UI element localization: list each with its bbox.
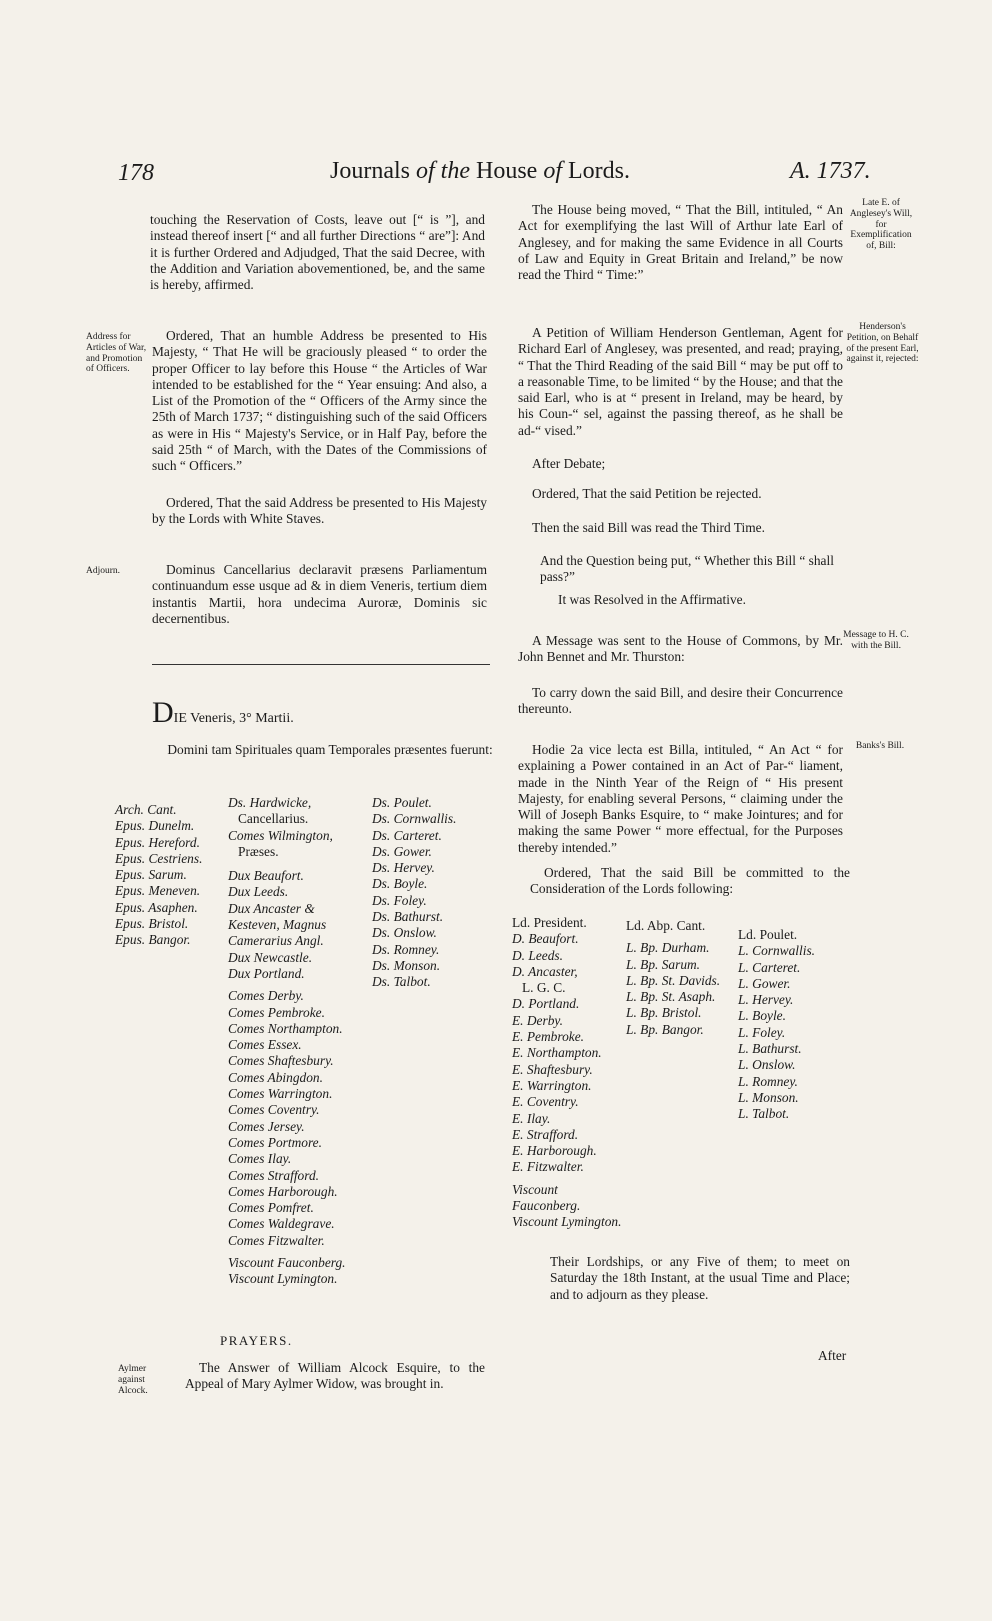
committee-entry: E. Coventry. xyxy=(512,1094,579,1110)
committee-entry: E. Strafford. xyxy=(512,1126,579,1142)
left-para-white-staves: Ordered, That the said Address be presented to His Majesty by the Lords with White Staves. xyxy=(152,495,487,527)
committee-entry: D. Leeds. xyxy=(512,947,563,963)
margin-henderson-note: Henderson's Petition, on Behalf of the present Earl, against it, rejected: xyxy=(846,322,919,365)
committee-entry: E. Fitzwalter. xyxy=(512,1159,584,1175)
attendance-entry: Comes Jersey. xyxy=(228,1118,305,1134)
attendance-entry: Dux Ancaster & Kesteven, Magnus Camerarius Angl. xyxy=(228,900,327,949)
committee-entry: Ld. Abp. Cant. xyxy=(626,918,706,933)
committee-entry: L. Cornwallis. xyxy=(738,943,816,959)
attendance-entry: Ds. Cornwallis. xyxy=(372,811,457,827)
committee-entry: L. Romney. xyxy=(738,1073,798,1089)
attendance-entry: Dux Beaufort. xyxy=(228,868,304,884)
committee-entry: E. Shaftesbury. xyxy=(512,1061,593,1077)
attendance-entry: Comes Northampton. xyxy=(228,1020,343,1036)
attendance-entry: Comes Ilay. xyxy=(228,1151,292,1167)
committee-col-temporal xyxy=(512,915,624,1231)
committee-entry: E. Warrington. xyxy=(512,1077,592,1093)
committee-entry: L. Bp. Bristol. xyxy=(626,1005,702,1021)
right-message: A Message was sent to the House of Commons, by Mr. John Bennet and Mr. Thurston: xyxy=(518,633,843,665)
committee-entry: L. Hervey. xyxy=(738,992,794,1008)
page-year: A. 1737. xyxy=(790,158,871,184)
margin-message-note: Message to H. C. with the Bill. xyxy=(843,630,909,651)
attendance-entry: Ds. Romney. xyxy=(372,941,440,957)
committee-entry: L. Boyle. xyxy=(738,1008,786,1024)
left-para-answer: The Answer of William Alcock Esquire, to the Appeal of Mary Aylmer Widow, was brought in. xyxy=(185,1360,485,1392)
right-para-anglesey-bill: The House being moved, “ That the Bill, intituled, “ An Act for exemplifying the last Will of Arthur late Earl of Anglesey, and for making the same Evidence in all Courts of Law and Equity in Great Britain and Ireland,” be now read the Third “ Time:” xyxy=(518,202,843,283)
attendance-entry: Epus. Cestriens. xyxy=(115,850,203,866)
attendance-entry: Dux Leeds. xyxy=(228,884,289,900)
committee-entry: L. Monson. xyxy=(738,1089,799,1105)
attendance-entry: Comes Essex. xyxy=(228,1037,302,1053)
attendance-entry: Comes Warrington. xyxy=(228,1086,333,1102)
margin-aylmer-note: Aylmer against Alcock. xyxy=(118,1364,148,1396)
attendance-entry: Viscount Fauconberg. xyxy=(228,1255,346,1271)
attendance-entry: Epus. Bangor. xyxy=(115,932,191,948)
margin-adjourn-note: Adjourn. xyxy=(86,566,121,576)
right-question: And the Question being put, “ Whether this Bill “ shall pass?” xyxy=(540,553,834,585)
attendance-entry: Ds. Talbot. xyxy=(372,974,431,990)
right-lordships: Their Lordships, or any Five of them; to meet on Saturday the 18th Instant, at the usual Time and Place; and to adjourn as they please. xyxy=(550,1254,850,1302)
committee-entry: D. Ancaster, xyxy=(512,963,578,979)
attendance-entry: Comes Derby. xyxy=(228,988,304,1004)
committee-entry: L. Talbot. xyxy=(738,1106,790,1122)
committee-entry: E. Harborough. xyxy=(512,1143,597,1159)
attendance-entry: Cancellarius. xyxy=(238,811,309,827)
attendance-entry: Epus. Sarum. xyxy=(115,867,187,883)
committee-entry: Viscount Fauconberg. xyxy=(512,1181,581,1214)
left-para-decree: touching the Reservation of Costs, leave out [“ is ”], and instead thereof insert [“ and all further Directions “ are”]: And it is further Ordered and Adjudged, That the said Decree, with the Addition and Variation abovementioned, be, and the same is hereby, affirmed. xyxy=(150,212,485,293)
domini-heading: Domini tam Spirituales quam Temporales præsentes fuerunt: xyxy=(167,742,493,757)
attendance-col-bishops xyxy=(115,802,225,949)
committee-entry: L. Bp. Sarum. xyxy=(626,956,701,972)
attendance-entry: Comes Fitzwalter. xyxy=(228,1232,325,1248)
attendance-entry: Ds. Carteret. xyxy=(372,827,442,843)
attendance-entry: Comes Coventry. xyxy=(228,1102,320,1118)
attendance-entry: Comes Portmore. xyxy=(228,1134,322,1150)
committee-entry: L. Onslow. xyxy=(738,1057,796,1073)
right-after-debate: After Debate; xyxy=(532,456,606,471)
attendance-entry: Comes Pembroke. xyxy=(228,1004,325,1020)
attendance-entry: Præses. xyxy=(238,843,279,859)
page-title: Journals of the House of Lords. xyxy=(330,158,630,184)
committee-entry: E. Pembroke. xyxy=(512,1029,585,1045)
left-para-adjourn: Dominus Cancellarius declaravit præsens Parliamentum continuandum esse usque ad & in diem Veneris, tertium diem instantis Martii, hora undecima Auroræ, Dominis sic decernentibus. xyxy=(152,562,487,626)
attendance-entry: Viscount Lymington. xyxy=(228,1271,338,1287)
committee-entry: D. Beaufort. xyxy=(512,931,579,947)
committee-entry: L. Bp. St. Asaph. xyxy=(626,989,716,1005)
committee-entry: L. Bp. St. Davids. xyxy=(626,972,721,988)
attendance-entry: Comes Waldegrave. xyxy=(228,1216,335,1232)
attendance-entry: Epus. Hereford. xyxy=(115,834,200,850)
committee-entry: Ld. President. xyxy=(512,915,587,930)
page-number: 178 xyxy=(118,160,154,186)
attendance-entry: Ds. Onslow. xyxy=(372,925,437,941)
margin-banks-note: Banks's Bill. xyxy=(855,741,905,751)
committee-entry: Ld. Poulet. xyxy=(738,927,798,942)
attendance-entry: Ds. Gower. xyxy=(372,843,432,859)
committee-entry: E. Derby. xyxy=(512,1012,563,1028)
attendance-entry: Epus. Meneven. xyxy=(115,883,201,899)
attendance-entry: Comes Abingdon. xyxy=(228,1069,323,1085)
right-petition-rejected: Ordered, That the said Petition be rejected. xyxy=(532,486,762,501)
attendance-entry: Dux Newcastle. xyxy=(228,949,313,965)
right-third-reading: Then the said Bill was read the Third Time. xyxy=(532,520,765,535)
attendance-entry: Ds. Hardwicke, xyxy=(228,795,312,810)
right-committed: Ordered, That the said Bill be committed to the Consideration of the Lords following: xyxy=(530,865,850,897)
committee-entry: L. Gower. xyxy=(738,975,791,991)
margin-anglesey-note: Late E. of Anglesey's Will, for Exemplification of, Bill: xyxy=(849,198,913,252)
margin-address-note: Address for Articles of War, and Promotion of Officers. xyxy=(86,332,147,375)
attendance-entry: Ds. Boyle. xyxy=(372,876,428,892)
die-dropcap: D xyxy=(152,696,174,729)
section-divider xyxy=(152,664,490,665)
committee-entry: L. G. C. xyxy=(522,980,566,996)
left-para-address: Ordered, That an humble Address be presented to His Majesty, “ That He will be graciously pleased “ to order the proper Officer to lay before this House “ the Articles of War intended to be established for the “ Year ensuing: And also, a List of the Promotion of the “ Officers of the Army since the 25th of March 1737; “ distinguishing such of the said Officers as were in His “ Majesty's Service, or in Half Pay, before the said 25th “ of March, with the Dates of the Commissions of such “ Officers.” xyxy=(152,328,487,474)
committee-entry: E. Ilay. xyxy=(512,1110,551,1126)
attendance-entry: Comes Shaftesbury. xyxy=(228,1053,334,1069)
committee-entry: D. Portland. xyxy=(512,996,580,1012)
committee-entry: L. Bathurst. xyxy=(738,1041,802,1057)
attendance-entry: Epus. Bristol. xyxy=(115,916,189,932)
committee-col-barons xyxy=(738,927,848,1123)
committee-entry: L. Bp. Durham. xyxy=(626,940,710,956)
committee-entry: L. Bp. Bangor. xyxy=(626,1021,704,1037)
right-resolved: It was Resolved in the Affirmative. xyxy=(558,592,746,607)
prayers-heading: PRAYERS. xyxy=(220,1333,293,1348)
attendance-entry: Epus. Asaphen. xyxy=(115,899,198,915)
right-para-henderson-petition: A Petition of William Henderson Gentleman, Agent for Richard Earl of Anglesey, was presented, and read; praying, “ That the Third Reading of the said Bill “ may be put off to a reasonable Time, to be limited “ by the House; and that the said Earl, who is at “ present in Ireland, may be heard, by his Coun-“ sel, against the passing thereof, as he shall be ad-“ vised.” xyxy=(518,325,843,438)
catchword: After xyxy=(818,1348,847,1363)
attendance-col-peers xyxy=(228,795,363,1288)
attendance-entry: Ds. Monson. xyxy=(372,957,441,973)
attendance-entry: Epus. Dunelm. xyxy=(115,818,195,834)
attendance-entry: Ds. Hervey. xyxy=(372,860,435,876)
committee-col-spiritual xyxy=(626,918,736,1038)
right-hodie-banks-bill: Hodie 2a vice lecta est Billa, intituled, “ An Act “ for explaining a Power contained in an Act of Par-“ liament, made in the Ninth Year of the Reign of “ His present Majesty, for enabling several Persons, “ claiming under the Will of Joseph Banks Esquire, to “ make Jointures; and for making the same Power “ more effectual, for the Purposes thereby intended.” xyxy=(518,742,843,855)
committee-entry: E. Northampton. xyxy=(512,1045,602,1061)
committee-entry: L. Carteret. xyxy=(738,959,801,975)
attendance-entry: Comes Harborough. xyxy=(228,1183,338,1199)
attendance-entry: Arch. Cant. xyxy=(115,802,177,817)
attendance-entry: Dux Portland. xyxy=(228,965,305,981)
attendance-entry: Comes Wilmington, xyxy=(228,827,333,843)
attendance-entry: Ds. Foley. xyxy=(372,892,427,908)
right-carry-down: To carry down the said Bill, and desire their Concurrence thereunto. xyxy=(518,685,843,717)
die-heading xyxy=(152,696,294,729)
attendance-col-barons xyxy=(372,795,492,991)
attendance-entry: Comes Strafford. xyxy=(228,1167,320,1183)
committee-entry: Viscount Lymington. xyxy=(512,1214,622,1230)
committee-entry: L. Foley. xyxy=(738,1024,786,1040)
attendance-entry: Ds. Poulet. xyxy=(372,795,432,810)
die-rest: IE Veneris, 3° Martii. xyxy=(173,711,294,726)
attendance-entry: Ds. Bathurst. xyxy=(372,909,444,925)
attendance-entry: Comes Pomfret. xyxy=(228,1200,314,1216)
